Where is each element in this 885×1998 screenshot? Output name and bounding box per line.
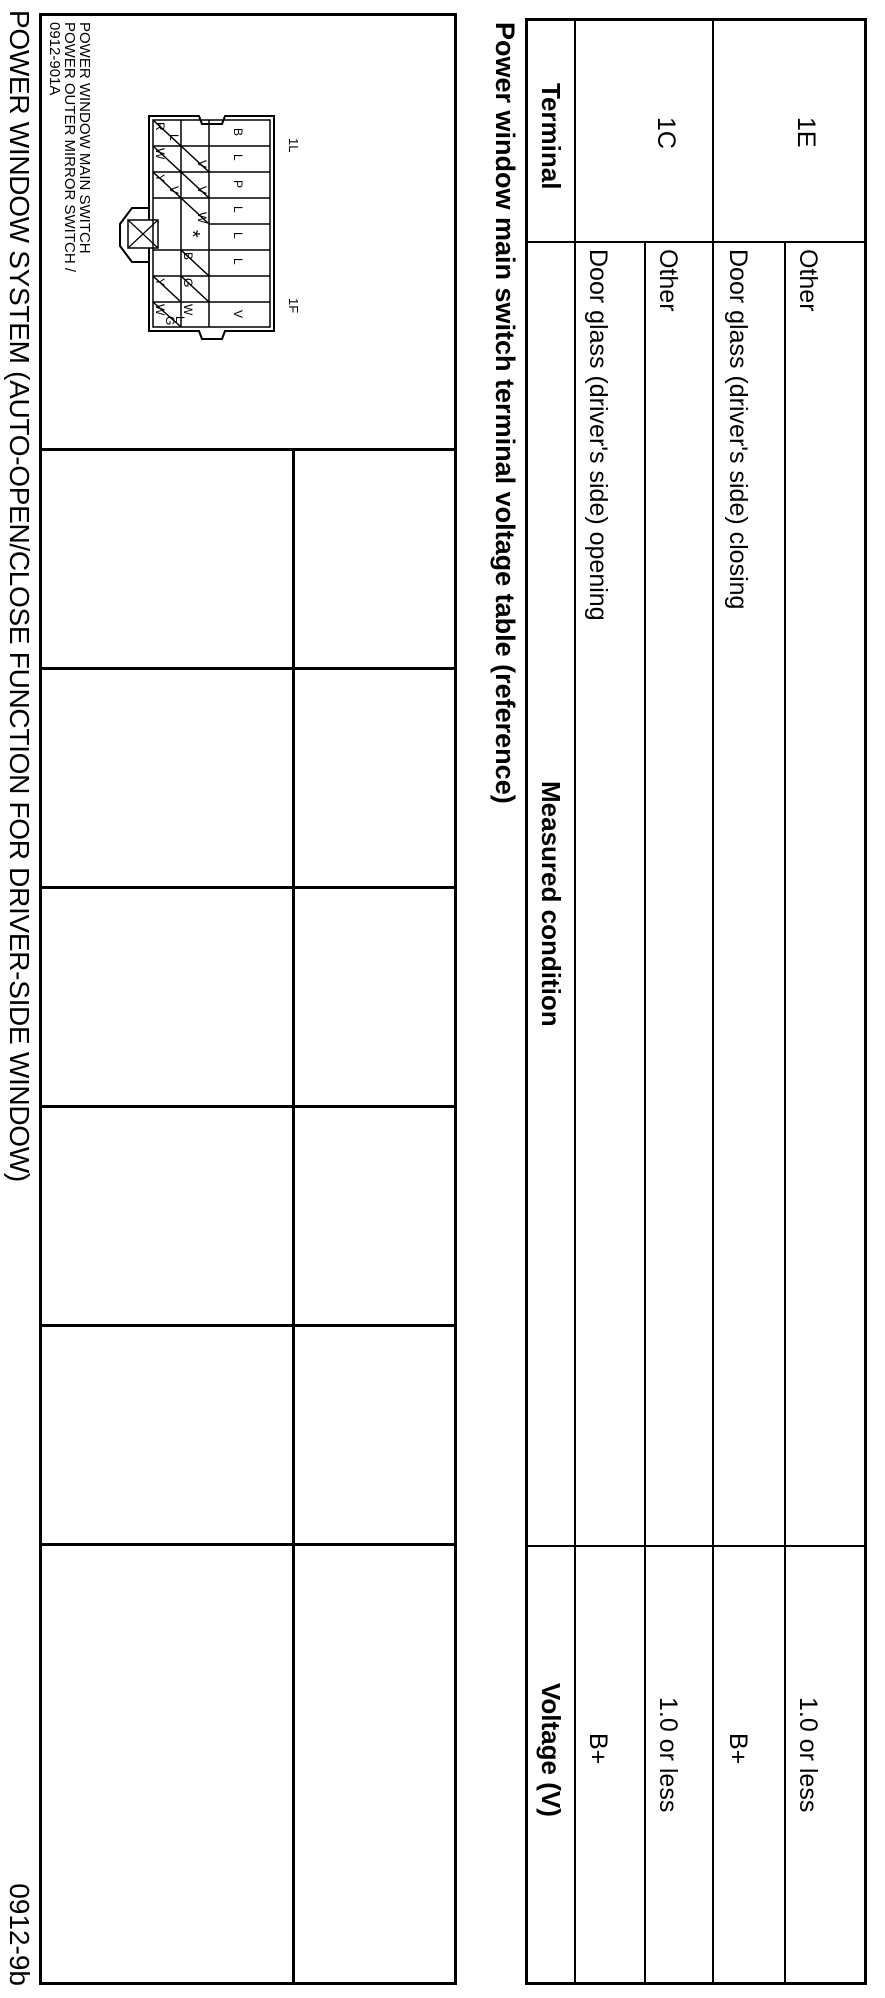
grid-cell xyxy=(292,670,454,889)
header-voltage: Voltage (V) xyxy=(536,1683,566,1817)
grid-cell xyxy=(42,889,292,1108)
header-terminal: Terminal xyxy=(536,83,566,190)
grid-cell xyxy=(42,670,292,889)
grid-cell xyxy=(42,1327,292,1546)
pin-label: L xyxy=(231,258,245,265)
connector-name-line2: POWER WINDOW MAIN SWITCH xyxy=(76,22,93,254)
header-condition: Measured condition xyxy=(536,781,566,1027)
connector-housing xyxy=(149,116,274,339)
pin-label: V xyxy=(167,186,181,195)
connector-label-1f: 1F xyxy=(286,298,301,314)
connector-name-line1: POWER OUTER MIRROR SWITCH / xyxy=(61,22,78,272)
pin-label: L xyxy=(173,316,187,323)
pin-label: W xyxy=(153,304,167,316)
connector-cell xyxy=(42,16,454,451)
pin-label: B xyxy=(231,128,245,137)
connector-label-1l: 1L xyxy=(286,138,301,153)
page-title: POWER WINDOW SYSTEM (AUTO-OPEN/CLOSE FUNCTION FOR DRIVER-SIDE WINDOW) xyxy=(4,10,35,1182)
connector-panel xyxy=(39,13,457,1985)
pin-label: L xyxy=(231,206,245,213)
table-title: Power window main switch terminal voltage table (reference) xyxy=(490,22,520,804)
pin-label: R xyxy=(153,122,167,131)
condition-cell: Door glass (driver's side) closing xyxy=(724,249,752,610)
terminal-cell: 1C xyxy=(652,117,680,149)
condition-cell: Other xyxy=(794,249,822,312)
grid-cell xyxy=(292,1327,454,1546)
grid-cell xyxy=(292,451,454,670)
pin-label: W xyxy=(181,304,195,316)
pin-label: W xyxy=(153,148,167,160)
pin-label: G xyxy=(181,278,195,288)
pin-label: W xyxy=(195,212,209,224)
star-mark: * xyxy=(181,230,203,238)
pin-label: L xyxy=(231,232,245,239)
voltage-cell: B+ xyxy=(724,1733,752,1765)
grid-cell xyxy=(42,1546,292,1982)
grid-cell xyxy=(42,1108,292,1327)
pin-label: L xyxy=(231,154,245,161)
voltage-cell: 1.0 or less xyxy=(654,1697,682,1813)
voltage-cell: B+ xyxy=(584,1733,612,1765)
grid-cell xyxy=(292,1108,454,1327)
voltage-cell: 1.0 or less xyxy=(794,1697,822,1813)
page-code: 0912-9b xyxy=(4,1883,35,1986)
pin-label: V xyxy=(195,160,209,169)
grid-cell xyxy=(292,889,454,1108)
grid-cell xyxy=(42,451,292,670)
pin-label: V xyxy=(195,186,209,195)
pin-label: L xyxy=(167,134,181,141)
pin-label: G xyxy=(163,316,177,326)
empty-grid xyxy=(42,451,454,1982)
connector-code: 0912-901A xyxy=(46,22,63,96)
pin-label: B xyxy=(181,252,195,261)
pin-label: V xyxy=(231,310,245,319)
connector-diagram xyxy=(42,16,454,448)
pin-label: P xyxy=(231,180,245,189)
condition-cell: Door glass (driver's side) opening xyxy=(584,249,612,621)
condition-cell: Other xyxy=(654,249,682,312)
terminal-cell: 1E xyxy=(792,117,820,148)
grid-cell xyxy=(292,1546,454,1982)
pin-label: Y xyxy=(153,174,167,183)
pin-label: Y xyxy=(153,278,167,287)
voltage-table xyxy=(525,18,867,1985)
